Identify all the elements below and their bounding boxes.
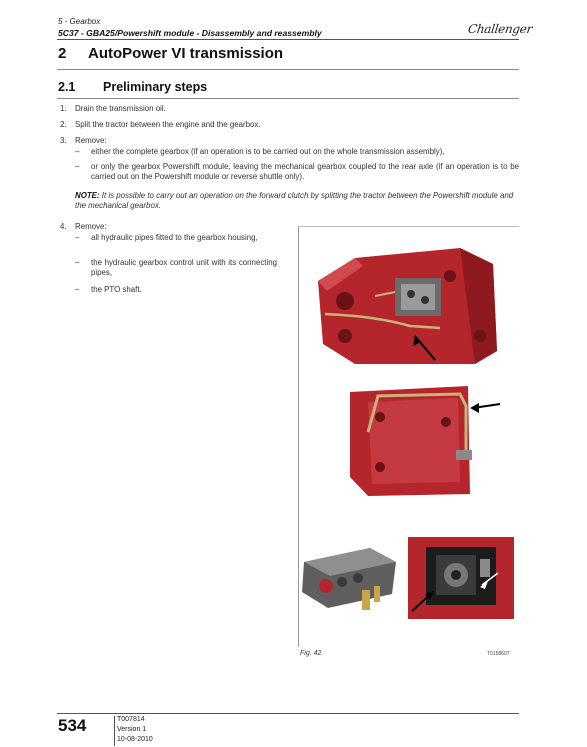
list-item: all hydraulic pipes fitted to the gearbox housing, <box>91 233 258 242</box>
control-unit-photo <box>300 542 400 616</box>
step-text: Remove: <box>75 136 107 145</box>
page-number: 534 <box>58 716 87 735</box>
figure-caption: Fig. 42. <box>300 650 324 657</box>
bullet-dash: – <box>75 147 80 156</box>
chapter-title: AutoPower VI transmission <box>88 45 284 62</box>
step-text: Drain the transmission oil. <box>75 104 166 113</box>
chapter-divider <box>57 69 519 70</box>
section-title: Preliminary steps <box>103 80 208 94</box>
list-item: either the complete gearbox (if an operation is to be carried out on the whole transmission assembly), <box>91 147 445 156</box>
footer-divider <box>57 713 519 714</box>
step-number: 2. <box>60 120 67 129</box>
list-item: the PTO shaft. <box>91 285 142 294</box>
step-number: 4. <box>60 222 67 231</box>
bullet-dash: – <box>75 285 80 294</box>
step-number: 1. <box>60 104 67 113</box>
open-housing-photo <box>408 537 514 619</box>
section-number: 2.1 <box>58 80 76 94</box>
bullet-dash: – <box>75 233 80 242</box>
brand-logo: Challenger <box>467 22 534 36</box>
note-label: NOTE: <box>75 191 100 200</box>
section-divider <box>57 98 519 99</box>
document-date: 10-08-2010 <box>117 736 153 743</box>
document-version: Version 1 <box>117 726 147 733</box>
list-item: the hydraulic gearbox control unit with its connecting pipes, <box>91 258 277 278</box>
chapter-number: 2 <box>58 45 67 62</box>
section-label: 5 - Gearbox <box>58 17 101 26</box>
step-text: Remove: <box>75 222 107 231</box>
note-block <box>75 191 519 212</box>
gearbox-photo-1 <box>315 236 500 374</box>
bullet-dash: – <box>75 258 80 267</box>
bullet-dash: – <box>75 162 80 171</box>
document-title: 5C37 - GBA25/Powershift module - Disassembly and reassembly <box>58 28 322 38</box>
document-code: T007814 <box>117 716 145 723</box>
footer-separator <box>114 716 115 746</box>
note-text: It is possible to carry out an operation on the forward clutch by splitting the tractor between the Powershift module and the mechanical gearbox. <box>75 191 514 211</box>
list-item: or only the gearbox Powershift module, leaving the mechanical gearbox coupled to the rear axle (if an operation is to be carried out on the Powershift module or reverse shuttle only). <box>91 162 519 182</box>
figure-code: T0158607 <box>487 651 510 657</box>
header-divider <box>57 39 519 40</box>
gearbox-photo-2 <box>348 382 508 500</box>
step-text: Split the tractor between the engine and the gearbox. <box>75 120 261 129</box>
step-number: 3. <box>60 136 67 145</box>
